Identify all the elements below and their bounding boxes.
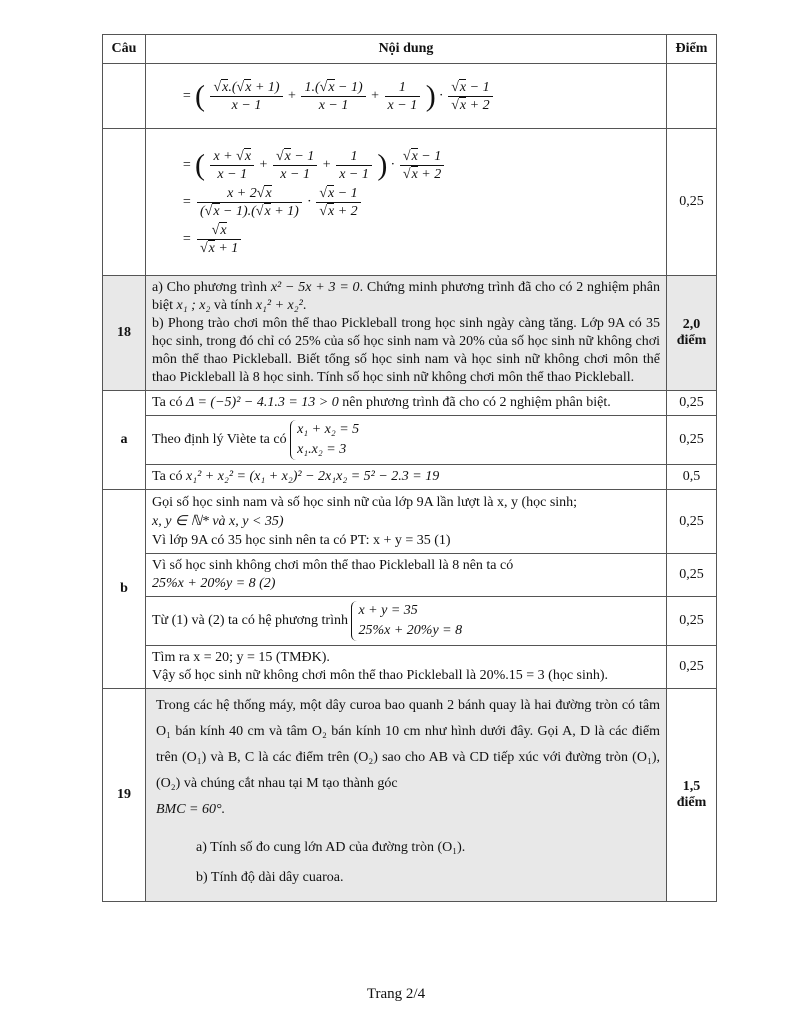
part-b-row-4 <box>103 646 717 689</box>
question-18-row <box>103 276 717 391</box>
part-a-row-1 <box>103 391 717 416</box>
page-footer: Trang 2/4 <box>366 986 426 1002</box>
part-b-result: Tìm ra x = 20; y = 15 (TMĐK). Vậy số học sinh nữ không chơi môn thể thao Pickleball là 20%.15 = 3 (học sinh). <box>152 650 609 683</box>
question-19-row <box>103 689 717 902</box>
part-b-row-3 <box>103 597 717 646</box>
part-b-equation-2: Vì số học sinh không chơi môn thể thao Pickleball là 8 nên ta có 25%x + 20%y = 8 (2) <box>152 558 514 591</box>
continuation-formula-2: = ( $\frac{x + √x}{x - 1}$ + $\frac{√x - 1}{x - 1}$ + $\frac{1}{x - 1}$ ) · $\frac{√x - 1}{√x + 2}$ = $\frac{x + 2√x}{(√x - 1).(√x + 1)}$ · $\frac{√x - 1}{√x + 2}$ = $\frac{√x}{√x + 1}$ <box>146 129 667 276</box>
part-a-points-3: 0,5 <box>667 465 717 490</box>
part-b-points-4: 0,25 <box>667 646 717 689</box>
header-noi-dung: Nội dung <box>146 35 667 64</box>
part-a-points-2: 0,25 <box>667 416 717 465</box>
part-b-label: b <box>103 490 146 689</box>
part-b-points-1: 0,25 <box>667 490 717 554</box>
header-diem: Điểm <box>667 35 717 64</box>
part-a-viete: Theo định lý Viète ta có x₁ + x₂ = 5 x₁.x₂ = 3 <box>146 416 666 464</box>
part-a-discriminant: Ta có Δ = (−5)² − 4.1.3 = 13 > 0 nên phương trình đã cho có 2 nghiệm phân biệt. <box>152 395 611 410</box>
continuation-row-2 <box>103 129 717 276</box>
part-b-row-1 <box>103 490 717 554</box>
continuation-formula-1: = ( $\frac{√x.(√x + 1)}{x - 1}$ + $\frac{1.(√x - 1)}{x - 1}$ + $\frac{1}{x - 1}$ ) · $\frac{√x - 1}{√x + 2}$ <box>146 64 667 129</box>
part-b-points-3: 0,25 <box>667 597 717 646</box>
answer-table <box>102 34 717 902</box>
part-a-row-3 <box>103 465 717 490</box>
part-a-points-1: 0,25 <box>667 391 717 416</box>
header-row <box>103 35 717 64</box>
question-18-number: 18 <box>103 276 146 391</box>
part-b-points-2: 0,25 <box>667 554 717 597</box>
part-a-sum-squares: Ta có x₁² + x₂² = (x₁ + x₂)² − 2x₁x₂ = 5² − 2.3 = 19 <box>152 469 440 484</box>
part-b-row-2 <box>103 554 717 597</box>
part-a-row-2 <box>103 416 717 465</box>
part-b-system: Từ (1) và (2) ta có hệ phương trình x + y = 35 25%x + 20%y = 8 <box>146 597 666 645</box>
question-18-points: 2,0 điểm <box>667 276 717 391</box>
part-b-variables: Gọi số học sinh nam và số học sinh nữ của lớp 9A lần lượt là x, y (học sinh; x, y ∈ ℕ* và x, y < 35) Vì lớp 9A có 35 học sinh nên ta có PT: x + y = 35 (1) <box>152 495 578 548</box>
part-a-label: a <box>103 391 146 490</box>
question-19-number: 19 <box>103 689 146 902</box>
header-cau: Câu <box>103 35 146 64</box>
continuation-row-1 <box>103 64 717 129</box>
question-18-text: a) Cho phương trình x² − 5x + 3 = 0. Chứng minh phương trình đã cho có 2 nghiệm phân biệt x₁ ; x₂ và tính x₁² + x₂². b) Phong trào chơi môn thể thao Pickleball trong học sinh ngày càng tăng. Lớp 9A có 35 học sinh, trong đó chỉ có 25% của số học sinh nam và 20% của số học sinh nữ không chơi môn thể thao Pickleball. Biết tổng số học sinh nam và học sinh nữ không chơi môn thể thao Pickleball là 8 học sinh. Tính số học sinh nữ không chơi môn thể thao Pickleball. <box>152 280 660 385</box>
continuation-points: 0,25 <box>667 129 717 276</box>
question-19-points: 1,5 điểm <box>667 689 717 902</box>
question-19-text: Trong các hệ thống máy, một dây curoa bao quanh 2 bánh quay là hai đường tròn có tâm O₁ bán kính 40 cm và tâm O₂ bán kính 10 cm như hình dưới đây. Gọi A, D là các điểm trên (O₁) và B, C là các điểm trên (O₂) sao cho AB và CD tiếp xúc với đường tròn (O₁), (O₂) và chúng cắt nhau tại M tạo thành góc BMC = 60°. a) Tính số đo cung lớn AD của đường tròn (O₁). b) Tính độ dài dây cuaroa. <box>156 698 660 885</box>
